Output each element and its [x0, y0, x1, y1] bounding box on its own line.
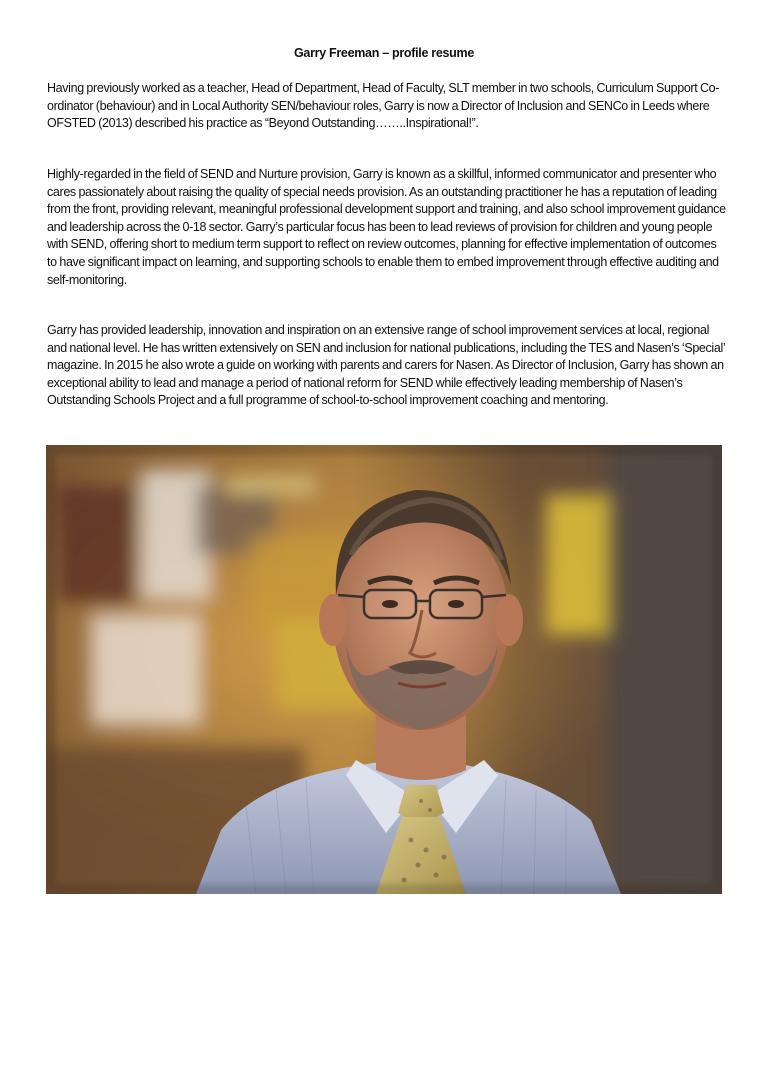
portrait-illustration [46, 445, 722, 894]
paragraph-leadership: Garry has provided leadership, innovation and inspiration on an extensive range of school improvement services at local, regional and national level. He has written extensively on SEN and inclusion for national publications, including the TES and Nasen’s ‘Special’ magazine. In 2015 he also wrote a guide on working with parents and carers for Nasen. As Director of Inclusion, Garry has shown an exceptional ability to lead and manage a period of national reform for SEND while effectively leading membership of Nasen’s Outstanding Schools Project and a full programme of school-to-school improvement coaching and mentoring. [47, 323, 725, 408]
paragraph-expertise: Highly-regarded in the field of SEND and Nurture provision, Garry is known as a skillful, informed communicator and presenter who cares passionately about raising the quality of special needs provision. As an outstanding practitioner he has a reputation of leading from the front, providing relevant, meaningful professional development support and training, and also school improvement guidance and leadership across the 0-18 sector. Garry’s particular focus has been to lead reviews of provision for children and young people with SEND, offering short to medium term support to reflect on review outcomes, planning for effective implementation of outcomes to have significant impact on learning, and supporting schools to enable them to embed improvement through effective auditing and self-monitoring. [47, 167, 726, 287]
page-title: Garry Freeman – profile resume [294, 46, 474, 60]
paragraph-career: Having previously worked as a teacher, Head of Department, Head of Faculty, SLT member in two schools, Curriculum Support Co-ordinator (behaviour) and in Local Authority SEN/behaviour roles, Garry is now a Director of Inclusion and SENCo in Leeds where OFSTED (2013) described his practice as “Beyond Outstanding……..Inspirational!”. [47, 81, 720, 131]
profile-photo [46, 445, 722, 894]
